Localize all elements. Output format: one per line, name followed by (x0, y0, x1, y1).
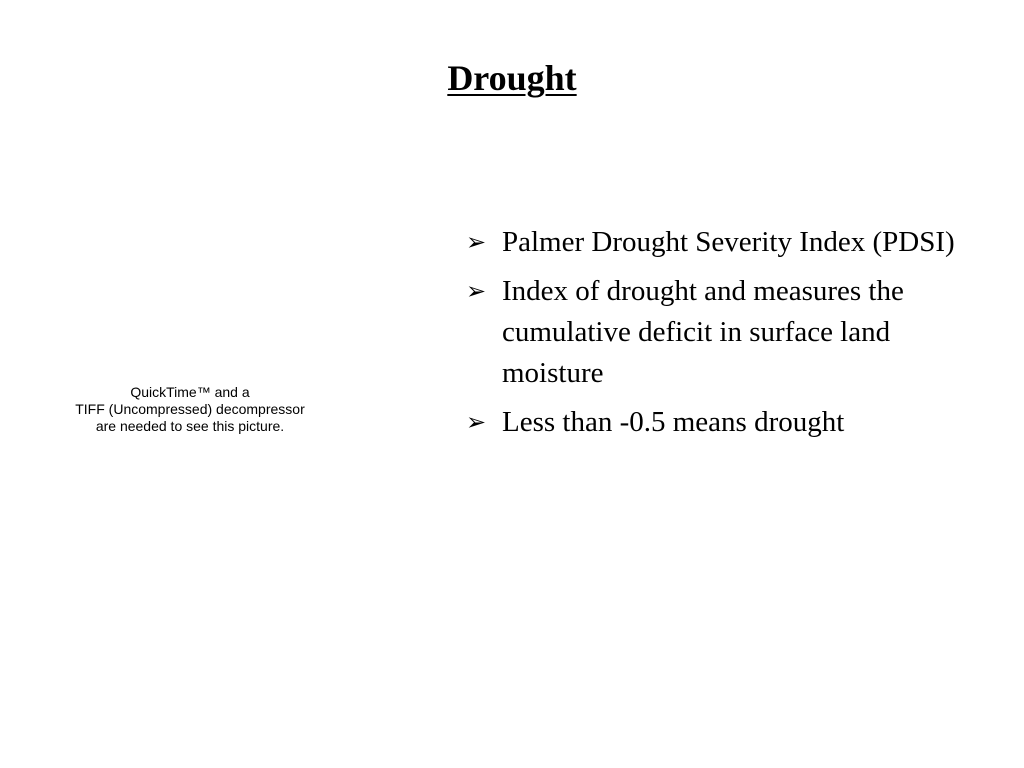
placeholder-line-1: QuickTime™ and a (130, 384, 250, 400)
placeholder-line-3: are needed to see this picture. (95, 418, 285, 434)
bullet-item (466, 402, 986, 443)
bullet-text: Less than -0.5 means drought (502, 406, 845, 438)
arrow-bullet-icon: ➢ (466, 228, 487, 256)
placeholder-line-2: TIFF (Uncompressed) decompressor (75, 401, 305, 417)
bullet-text: Index of drought and measures the cumulative deficit in surface land moisture (502, 275, 904, 389)
missing-image-placeholder (40, 384, 340, 435)
arrow-bullet-icon: ➢ (466, 277, 487, 305)
bullet-item (466, 271, 986, 394)
bullet-item (466, 222, 986, 263)
slide-title: Drought (447, 58, 577, 98)
arrow-bullet-icon: ➢ (466, 408, 487, 436)
bullet-text: Palmer Drought Severity Index (PDSI) (502, 226, 955, 258)
bullet-list (466, 222, 986, 451)
